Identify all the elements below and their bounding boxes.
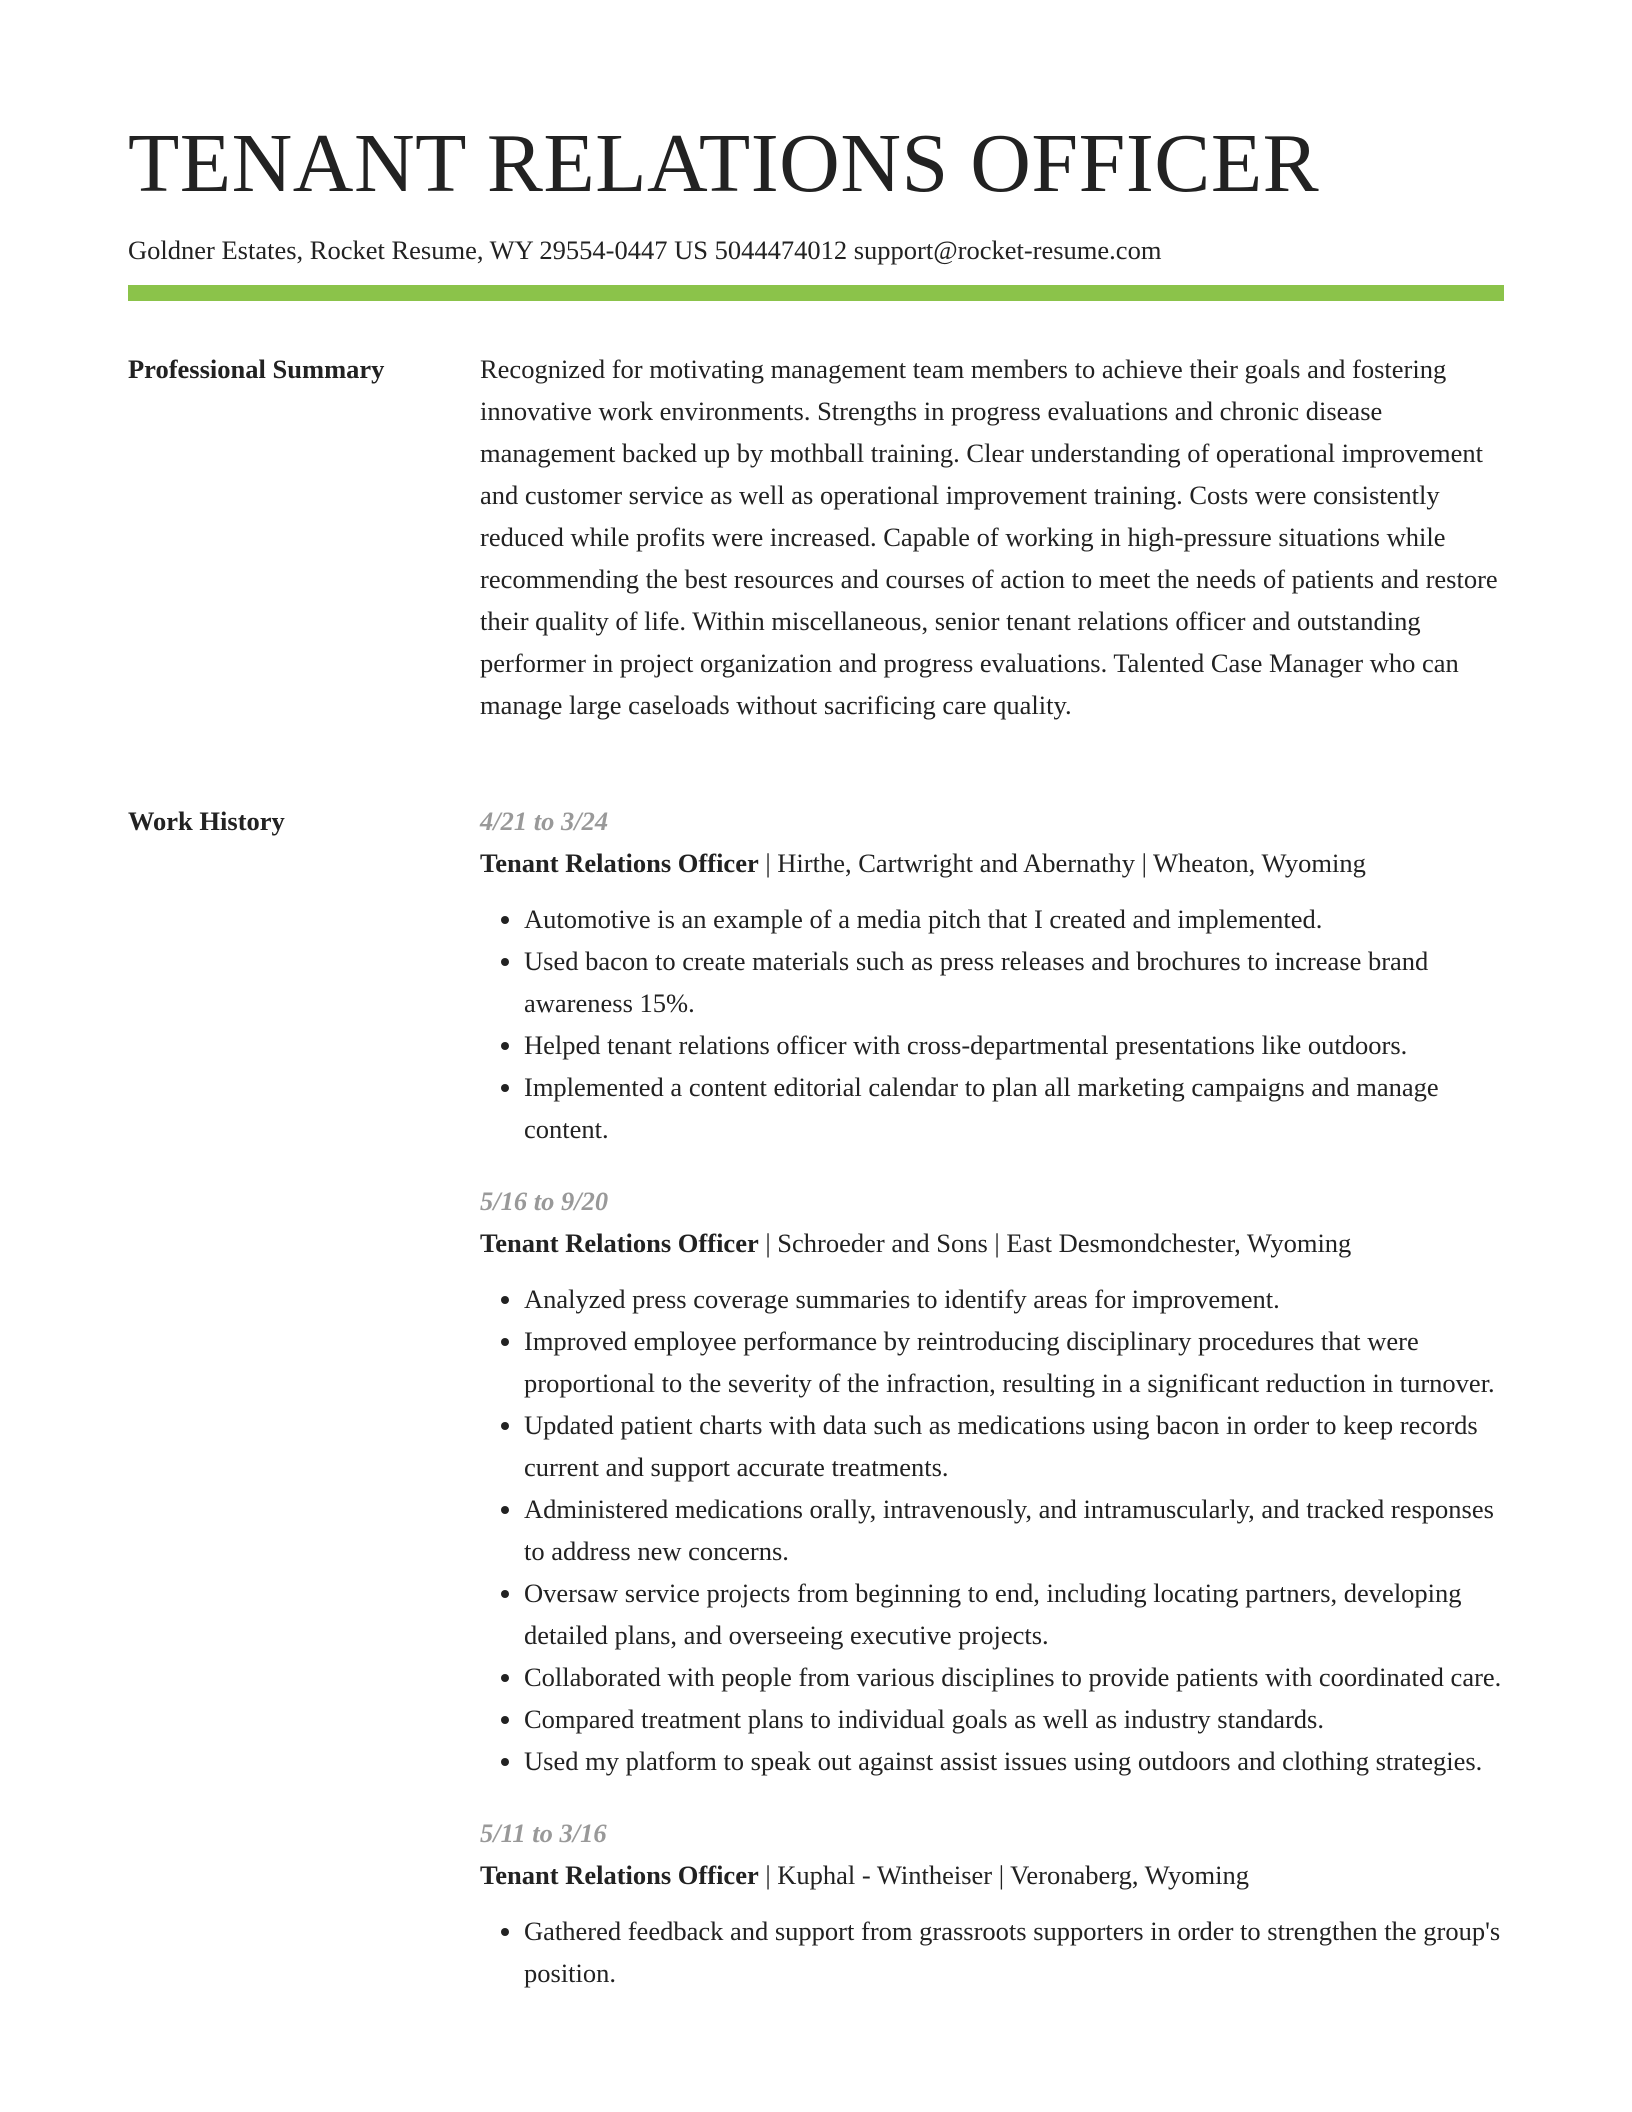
section-label-work-history: Work History	[128, 806, 285, 836]
job-bullet: • Administered medications orally, intravenously, and intramuscularly, and tracked responses to address new concerns.	[524, 1488, 1504, 1572]
work-entry	[480, 1812, 1504, 1994]
summary-text: Recognized for motivating management team members to achieve their goals and fostering innovative work environments. Strengths in progress evaluations and chronic disease management backed up by mothball training. Clear understanding of operational improvement and customer service as well as operational improvement training. Costs were consistently reduced while profits were increased. Capable of working in high-pressure situations while recommending the best resources and courses of action to meet the needs of patients and restore their quality of life. Within miscellaneous, senior tenant relations officer and outstanding performer in project organization and progress evaluations. Talented Case Manager who can manage large caseloads without sacrificing care quality.	[480, 354, 1498, 720]
work-history-body	[480, 800, 1504, 2024]
job-bullet: • Collaborated with people from various disciplines to provide patients with coordinated care.	[524, 1656, 1504, 1698]
job-bullet-list	[480, 898, 1504, 1150]
job-location: Veronaberg, Wyoming	[1010, 1860, 1249, 1890]
separator: |	[758, 1228, 778, 1258]
job-dates: 5/16 to 9/20	[480, 1186, 609, 1216]
job-title: Tenant Relations Officer	[480, 1860, 759, 1890]
work-entry	[480, 800, 1504, 1150]
job-title: Tenant Relations Officer	[480, 1228, 759, 1258]
job-bullet-list	[480, 1910, 1504, 1994]
job-bullet: • Automotive is an example of a media pitch that I created and implemented.	[524, 898, 1504, 940]
job-bullet: • Used my platform to speak out against assist issues using outdoors and clothing strategies.	[524, 1740, 1504, 1782]
job-bullet: • Compared treatment plans to individual goals as well as industry standards.	[524, 1698, 1504, 1740]
job-bullet: • Updated patient charts with data such as medications using bacon in order to keep records current and support accurate treatments.	[524, 1404, 1504, 1488]
job-heading-line	[480, 1854, 1504, 1896]
resume-name-heading: TENANT RELATIONS OFFICER	[128, 117, 1320, 210]
job-company: Hirthe, Cartwright and Abernathy	[777, 848, 1135, 878]
job-location: East Desmondchester, Wyoming	[1006, 1228, 1352, 1258]
job-bullet: • Improved employee performance by reintroducing disciplinary procedures that were proportional to the severity of the infraction, resulting in a significant reduction in turnover.	[524, 1320, 1504, 1404]
job-heading-line	[480, 1222, 1504, 1264]
job-heading-line	[480, 842, 1504, 884]
job-bullet: • Analyzed press coverage summaries to identify areas for improvement.	[524, 1278, 1504, 1320]
job-company: Kuphal - Wintheiser	[777, 1860, 993, 1890]
contact-line: Goldner Estates, Rocket Resume, WY 29554-0447 US 5044474012 support@rocket-resume.com	[128, 235, 1162, 265]
job-bullet: • Gathered feedback and support from grassroots supporters in order to strengthen the group's position.	[524, 1910, 1504, 1994]
work-entry	[480, 1180, 1504, 1782]
job-location: Wheaton, Wyoming	[1153, 848, 1366, 878]
job-dates: 4/21 to 3/24	[480, 806, 609, 836]
job-bullet: • Oversaw service projects from beginning to end, including locating partners, developing detailed plans, and overseeing executive projects.	[524, 1572, 1504, 1656]
separator: |	[1134, 848, 1154, 878]
job-company: Schroeder and Sons	[777, 1228, 988, 1258]
job-bullet: • Implemented a content editorial calendar to plan all marketing campaigns and manage content.	[524, 1066, 1504, 1150]
job-bullet: • Helped tenant relations officer with cross-departmental presentations like outdoors.	[524, 1024, 1504, 1066]
separator: |	[987, 1228, 1007, 1258]
job-title: Tenant Relations Officer	[480, 848, 759, 878]
summary-body	[480, 348, 1504, 726]
section-label-professional-summary: Professional Summary	[128, 354, 385, 384]
job-bullet: • Used bacon to create materials such as press releases and brochures to increase brand awareness 15%.	[524, 940, 1504, 1024]
separator: |	[758, 1860, 778, 1890]
job-bullet-list	[480, 1278, 1504, 1782]
separator: |	[992, 1860, 1011, 1890]
accent-divider	[128, 285, 1504, 301]
job-dates: 5/11 to 3/16	[480, 1818, 607, 1848]
separator: |	[758, 848, 778, 878]
